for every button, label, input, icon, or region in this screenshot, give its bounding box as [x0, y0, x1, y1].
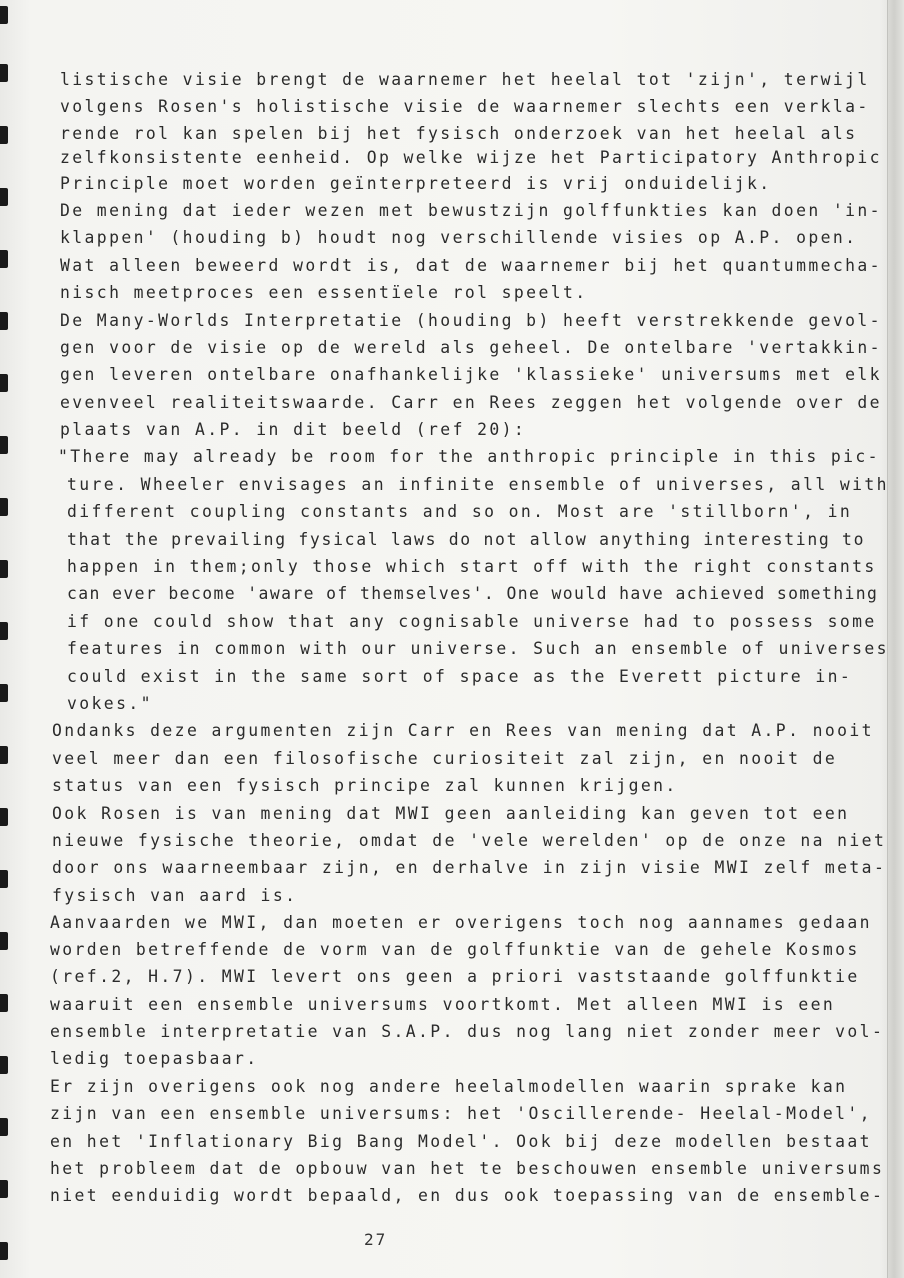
text-line: ensemble interpretatie van S.A.P. dus nog lang niet zonder meer vol-	[50, 1022, 885, 1041]
text-line: waaruit een ensemble universums voortkomt. Met alleen MWI is een	[50, 995, 836, 1014]
text-line: zelfkonsistente eenheid. Op welke wijze het Participatory Anthropic	[60, 148, 882, 167]
text-line: vokes."	[67, 694, 153, 713]
text-line: De mening dat ieder wezen met bewustzijn golffunkties kan doen 'in-	[60, 201, 882, 220]
text-line: if one could show that any cognisable universe had to possess some	[67, 612, 877, 631]
text-line: rende rol kan spelen bij het fysisch onderzoek van het heelal als	[60, 124, 858, 143]
text-line: (ref.2, H.7). MWI levert ons geen a priori vaststaande golffunktie	[50, 967, 860, 986]
text-line: worden betreffende de vorm van de golffunktie van de gehele Kosmos	[50, 940, 860, 959]
text-line: en het 'Inflationary Big Bang Model'. Ook bij deze modellen bestaat	[50, 1132, 872, 1151]
text-line: Ondanks deze argumenten zijn Carr en Rees van mening dat A.P. nooit	[52, 721, 874, 740]
text-line: klappen' (houding b) houdt nog verschillende visies op A.P. open.	[60, 228, 858, 247]
text-line: volgens Rosen's holistische visie de waarnemer slechts een verkla-	[60, 97, 870, 116]
text-line: gen leveren ontelbare onafhankelijke 'klassieke' universums met elk	[60, 365, 882, 384]
text-line: De Many-Worlds Interpretatie (houding b) heeft verstrekkende gevol-	[60, 311, 882, 330]
text-line: plaats van A.P. in dit beeld (ref 20):	[60, 420, 527, 439]
page-number: 27	[364, 1230, 388, 1249]
text-line: "There may already be room for the anthropic principle in this pic-	[58, 447, 880, 466]
text-line: zijn van een ensemble universums: het 'Oscillerende- Heelal-Model',	[50, 1104, 872, 1123]
text-line: fysisch van aard is.	[52, 886, 298, 905]
text-line: ture. Wheeler envisages an infinite ensemble of universes, all with	[67, 475, 889, 494]
text-line: that the prevailing fysical laws do not allow anything interesting to	[67, 530, 866, 549]
text-line: evenveel realiteitswaarde. Carr en Rees zeggen het volgende over de	[60, 393, 882, 412]
text-line: different coupling constants and so on. Most are 'stillborn', in	[67, 502, 853, 521]
text-line: niet eenduidig wordt bepaald, en dus ook toepassing van de ensemble-	[50, 1186, 885, 1205]
text-line: gen voor de visie op de wereld als geheel. De ontelbare 'vertakkin-	[60, 338, 882, 357]
text-line: can ever become 'aware of themselves'. One would have achieved something	[67, 584, 879, 603]
text-line: Er zijn overigens ook nog andere heelalmodellen waarin sprake kan	[50, 1077, 848, 1096]
text-line: door ons waarneembaar zijn, en derhalve in zijn visie MWI zelf meta-	[52, 858, 887, 877]
text-line: nieuwe fysische theorie, omdat de 'vele werelden' op de onze na niet	[52, 831, 887, 850]
text-line: listische visie brengt de waarnemer het heelal tot 'zijn', terwijl	[60, 70, 870, 89]
text-line: nisch meetproces een essentïele rol speelt.	[60, 283, 588, 302]
text-line: Ook Rosen is van mening dat MWI geen aanleiding kan geven tot een	[52, 804, 850, 823]
text-line: Wat alleen beweerd wordt is, dat de waarnemer bij het quantummecha-	[60, 256, 882, 275]
text-line: could exist in the same sort of space as the Everett picture in-	[67, 667, 853, 686]
text-line: het probleem dat de opbouw van het te beschouwen ensemble universums	[50, 1159, 885, 1178]
text-line: happen in them;only those which start off with the right constants	[67, 557, 877, 576]
text-line: ledig toepasbaar.	[50, 1049, 259, 1068]
text-line: veel meer dan een filosofische curiositeit zal zijn, en nooit de	[52, 749, 838, 768]
text-line: status van een fysisch principe zal kunnen krijgen.	[52, 776, 678, 795]
text-line: Aanvaarden we MWI, dan moeten er overigens toch nog aannames gedaan	[50, 913, 872, 932]
text-line: Principle moet worden geïnterpreteerd is vrij onduidelijk.	[60, 174, 772, 193]
text-line: features in common with our universe. Such an ensemble of universes	[67, 639, 889, 658]
